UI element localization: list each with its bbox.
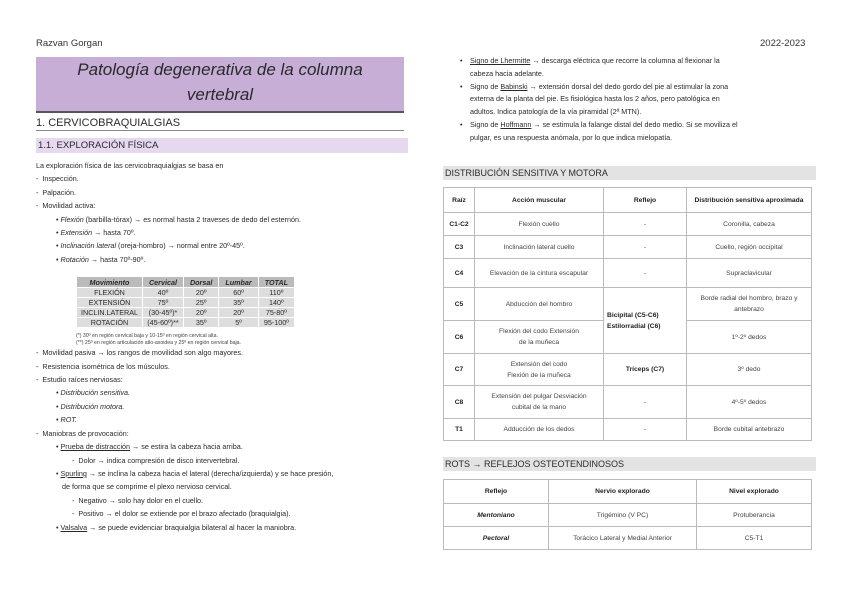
list-item: - Resistencia isométrica de los músculos. [36, 361, 170, 371]
table-cell: Borde radial del hombro, brazo y antebrazo [687, 288, 812, 321]
page-title [36, 57, 404, 113]
table-cell: C5-T1 [697, 527, 812, 550]
reflex-line: Estilorradial (C6) [607, 322, 661, 330]
table-cell: Adducción de los dedos [475, 419, 604, 441]
table-cell: EXTENSIÓN [77, 298, 143, 308]
table-cell: Abducción del hombro [475, 288, 604, 321]
list-item: - Estudio raíces nerviosas: [36, 375, 123, 385]
table-header: Nervio explorado [549, 480, 697, 504]
distribution-table [443, 187, 812, 441]
table-row [77, 298, 295, 308]
table-cell: C7 [444, 354, 475, 386]
table-cell: 95-100º [258, 318, 294, 328]
signs-list [460, 55, 812, 145]
table-cell: Torácico Lateral y Medial Anterior [549, 527, 697, 550]
table-cell: 140º [258, 298, 294, 308]
subsection-heading: 1.1. EXPLORACIÓN FÍSICA [36, 138, 408, 153]
table-cell: FLEXIÓN [77, 288, 143, 298]
table-cell: Inclinación lateral cuello [475, 236, 604, 259]
table-row [444, 419, 812, 441]
table-cell: 20º [219, 308, 258, 318]
table-cell: C3 [444, 236, 475, 259]
table-cell: Borde cubital antebrazo [687, 419, 812, 441]
footnote: (**) 25º en región articulación atlo-axoidea y 25º en región cervical baja. [76, 339, 241, 346]
rots-heading: ROTS → REFLEJOS OSTEOTENDINOSOS [443, 457, 816, 471]
table-header-row [444, 188, 812, 213]
table-cell: C5 [444, 288, 475, 321]
table-header: Reflejo [444, 480, 549, 504]
table-cell: 25º [183, 298, 218, 308]
list-item: • ROT. [56, 415, 78, 425]
list-item: - Negativo → solo hay dolor en el cuello. [72, 495, 204, 505]
table-row [444, 354, 812, 386]
reflex-line: Bicipital (C5-C6) [607, 311, 659, 319]
table-cell: INCLIN.LATERAL [77, 308, 143, 318]
table-row [444, 259, 812, 288]
table-cell: - [604, 259, 687, 288]
table-header: Distribución sensitiva aproximada [687, 188, 812, 213]
list-item-continued: de forma que se comprime el plexo nervioso cervical. [62, 482, 232, 492]
table-cell: C8 [444, 386, 475, 419]
list-item: • Signo de Lhermitte → descarga eléctrica que recorre la columna al flexionar la [460, 55, 812, 68]
table-row [77, 308, 295, 318]
table-header: Movimiento [77, 277, 143, 288]
left-column-text [36, 159, 406, 534]
list-item-continued: cabeza hacia adelante. [470, 68, 544, 78]
title-line-2: vertebral [186, 85, 254, 104]
table-cell: 40º [142, 288, 183, 298]
movement-table [76, 276, 295, 328]
table-row [444, 527, 812, 550]
distribution-heading: DISTRIBUCIÓN SENSITIVA Y MOTORA [443, 166, 816, 180]
list-item: - Positivo → el dolor se extiende por el brazo afectado (braquialgia). [72, 509, 291, 519]
table-cell: Elevación de la cintura escapular [475, 259, 604, 288]
list-item: - Movilidad activa: [36, 201, 96, 211]
list-item-continued: pulgar, es una respuesta anómala, por lo que indica mielopatía. [470, 132, 673, 142]
table-cell: 5º [219, 318, 258, 328]
list-item: • Signo de Babinski → extensión dorsal del dedo gordo del pie al estimular la zona [460, 81, 812, 94]
table-row [444, 236, 812, 259]
table-cell: Pectoral [444, 527, 549, 550]
table-header: Cervical [142, 277, 183, 288]
table-cell: (45-60º)** [142, 318, 183, 328]
table-cell: 20º [183, 288, 218, 298]
list-item: • Distribución sensitiva. [56, 388, 131, 398]
table-row [444, 386, 812, 419]
table-row [77, 288, 295, 298]
list-item: • Prueba de distracción → se estira la cabeza hacia arriba. [56, 442, 243, 452]
table-row [444, 504, 812, 527]
table-cell: T1 [444, 419, 475, 441]
intro-text: La exploración física de las cervicobraquialgias se basa en [36, 161, 224, 170]
author-name: Razvan Gorgan [36, 38, 103, 49]
list-item: - Maniobras de provocación: [36, 428, 129, 438]
table-cell: Extensión del pulgar Desviación cubital de la mano [475, 386, 604, 419]
table-header: Raíz [444, 188, 475, 213]
table-cell: - [604, 236, 687, 259]
list-item: • Flexión (barbilla-tórax) → es normal hasta 2 traveses de dedo del esternón. [56, 214, 302, 224]
table-cell: 35º [183, 318, 218, 328]
table-cell: 75-80º [258, 308, 294, 318]
list-item: • Spurling → se inclina la cabeza hacia el lateral (derecha/izquierda) y se hace presión, [56, 468, 334, 478]
table-cell: Supraclavicular [687, 259, 812, 288]
table-header: Dorsal [183, 277, 218, 288]
table-cell: 1º-2º dedos [687, 321, 812, 354]
table-cell: - [604, 419, 687, 441]
table-cell: Cuello, región occipital [687, 236, 812, 259]
table-header: Nivel explorado [697, 480, 812, 504]
table-cell: 35º [219, 298, 258, 308]
list-item: • Extensión → hasta 70º. [56, 228, 136, 238]
table-cell: - [604, 213, 687, 236]
table-cell: C4 [444, 259, 475, 288]
list-item: - Dolor → indica compresión de disco intervertebral. [72, 455, 240, 465]
list-item: - Movilidad pasiva → los rangos de movilidad son algo mayores. [36, 348, 243, 358]
table-footnotes [76, 333, 241, 346]
table-header-row [444, 480, 812, 504]
table-cell: 75º [142, 298, 183, 308]
table-cell: Flexión cuello [475, 213, 604, 236]
table-cell: C1-C2 [444, 213, 475, 236]
table-cell: Coronilla, cabeza [687, 213, 812, 236]
list-item: • Distribución motora. [56, 401, 125, 411]
table-cell: Mentoniano [444, 504, 549, 527]
section-heading: 1. CERVICOBRAQUIALGIAS [36, 117, 404, 131]
table-header: Reflejo [604, 188, 687, 213]
title-line-1: Patología degenerativa de la columna [77, 60, 363, 79]
table-cell: Protuberancia [697, 504, 812, 527]
table-row [77, 318, 295, 328]
table-cell: Flexión del codo Extensión de la muñeca [475, 321, 604, 354]
table-header: TOTAL [258, 277, 294, 288]
table-cell: Tríceps (C7) [604, 354, 687, 386]
rots-table [443, 479, 812, 550]
list-item: - Inspección. [36, 174, 79, 184]
footnote: (*) 30º en región cervical baja y 10-15º en región cervical alta. [76, 333, 218, 339]
table-cell: 20º [183, 308, 218, 318]
table-cell: 4º-5º dedos [687, 386, 812, 419]
table-cell: C6 [444, 321, 475, 354]
list-item-continued: adultos. Indica patología de la vía piramidal (2ª MTN). [470, 107, 642, 117]
list-item: • Rotación → hasta 70º-90º. [56, 254, 146, 264]
table-cell: (30-45º)* [142, 308, 183, 318]
list-item-continued: externa de la planta del pie. Es fisiológica hasta los 2 años, pero patológica en [470, 94, 720, 104]
table-header-row [77, 277, 295, 288]
table-cell: 110º [258, 288, 294, 298]
table-cell: - [604, 386, 687, 419]
table-cell: 60º [219, 288, 258, 298]
table-header: Acción muscular [475, 188, 604, 213]
list-item: • Valsalva → se puede evidenciar braquialgia bilateral al hacer la maniobra. [56, 522, 297, 532]
table-header: Lumbar [219, 277, 258, 288]
list-item: • Signo de Hoffmann → se estimula la falange distal del dedo medio. Si se moviliza el [460, 119, 812, 132]
list-item: • Inclinación lateral (oreja-hombro) → normal entre 20º-45º. [56, 241, 245, 251]
table-cell [604, 288, 687, 354]
table-row [444, 288, 812, 321]
list-item: - Palpación. [36, 187, 76, 197]
table-cell: 3º dedo [687, 354, 812, 386]
table-cell: ROTACIÓN [77, 318, 143, 328]
academic-year: 2022-2023 [760, 38, 806, 49]
table-cell: Extensión del codo Flexión de la muñeca [475, 354, 604, 386]
table-cell: Trigémino (V PC) [549, 504, 697, 527]
table-row [444, 213, 812, 236]
